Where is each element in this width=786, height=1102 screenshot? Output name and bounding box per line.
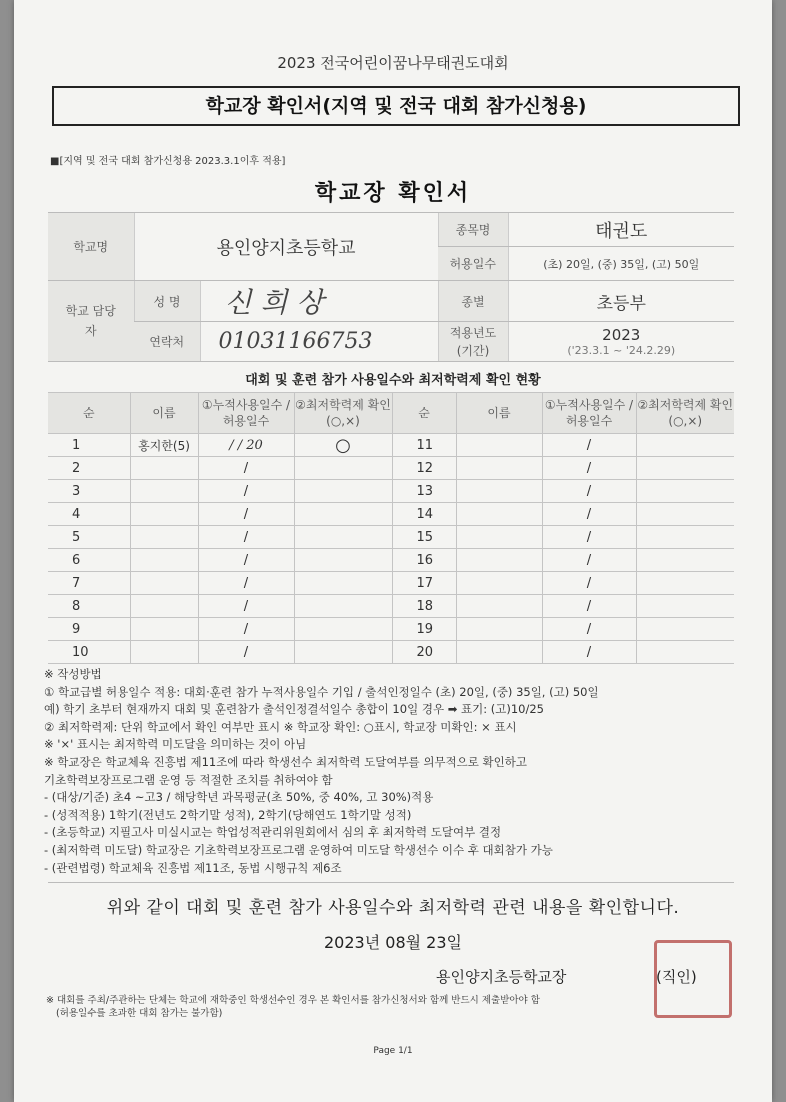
table-row xyxy=(48,641,734,664)
row-check xyxy=(636,526,734,549)
row-days: / xyxy=(198,457,294,480)
row-no: 9 xyxy=(48,618,130,641)
row-days: / xyxy=(542,434,636,457)
row-name xyxy=(456,641,542,664)
event-name: 2023 전국어린이꿈나무태권도대회 xyxy=(277,54,509,72)
row-name xyxy=(130,549,198,572)
year-label: 적용년도 (기간) xyxy=(438,322,508,362)
row-name xyxy=(456,549,542,572)
row-days: / xyxy=(198,641,294,664)
row-no: 4 xyxy=(48,503,130,526)
row-name xyxy=(130,526,198,549)
sport-value: 태권도 xyxy=(508,213,734,247)
row-name xyxy=(456,595,542,618)
row-days: / xyxy=(542,572,636,595)
row-check xyxy=(636,503,734,526)
row-days: / xyxy=(542,641,636,664)
row-check xyxy=(294,503,392,526)
header-check: ②최저학력제 확인(○,×) xyxy=(636,393,734,434)
row-no: 6 xyxy=(48,549,130,572)
usage-table xyxy=(48,392,734,664)
header-check: ②최저학력제 확인(○,×) xyxy=(294,393,392,434)
footnote-line: ※ 대회를 주최/주관하는 단체는 학교에 재학중인 학생선수인 경우 본 확인서를 참가신청서와 함께 반드시 제출받아야 함 xyxy=(46,995,540,1006)
row-name xyxy=(130,641,198,664)
row-days: / xyxy=(198,526,294,549)
row-no: 17 xyxy=(392,572,456,595)
seal-label: (직인) xyxy=(656,968,697,986)
instructions xyxy=(44,666,754,877)
table-row xyxy=(48,434,734,457)
header-days: ①누적사용일수 /허용일수 xyxy=(542,393,636,434)
row-no: 15 xyxy=(392,526,456,549)
row-days: / xyxy=(198,618,294,641)
header-no: 순 xyxy=(48,393,130,434)
row-no: 5 xyxy=(48,526,130,549)
note-line: ※ '×' 표시는 최저학력 미도달을 의미하는 것이 아님 xyxy=(44,737,307,752)
note-line: ※ 작성방법 xyxy=(44,667,102,681)
row-days: / xyxy=(198,595,294,618)
row-days: / xyxy=(542,549,636,572)
footnote xyxy=(46,994,540,1020)
row-days: / xyxy=(198,480,294,503)
row-check xyxy=(636,572,734,595)
row-days: / xyxy=(542,457,636,480)
row-check xyxy=(636,595,734,618)
row-no: 2 xyxy=(48,457,130,480)
row-no: 3 xyxy=(48,480,130,503)
page-number: Page 1/1 xyxy=(373,1046,413,1056)
row-days: / xyxy=(198,549,294,572)
table-row xyxy=(48,549,734,572)
row-days: / xyxy=(542,618,636,641)
contact-label: 연락처 xyxy=(134,322,200,362)
table-row xyxy=(48,457,734,480)
row-check xyxy=(294,618,392,641)
row-check xyxy=(636,549,734,572)
row-name xyxy=(130,572,198,595)
row-check xyxy=(294,549,392,572)
row-no: 8 xyxy=(48,595,130,618)
row-name xyxy=(130,480,198,503)
row-check xyxy=(636,641,734,664)
school-name: 용인양지초등학교 xyxy=(134,213,438,281)
days-value: (초) 20일, (중) 35일, (고) 50일 xyxy=(508,247,734,281)
table-row xyxy=(48,480,734,503)
row-check xyxy=(636,457,734,480)
subtitle: ■[지역 및 전국 대회 참가신청용 2023.3.1이후 적용] xyxy=(50,156,286,167)
row-check xyxy=(636,480,734,503)
note-line: - (관련법령) 학교체육 진흥법 제11조, 동법 시행규칙 제6조 xyxy=(44,860,342,875)
doc-title: 학교장 확인서 xyxy=(314,181,472,206)
row-name xyxy=(456,503,542,526)
header-days: ①누적사용일수 /허용일수 xyxy=(198,393,294,434)
table-header-row xyxy=(48,393,734,434)
contact-value: 01031166753 xyxy=(200,322,438,362)
row-name xyxy=(456,480,542,503)
table-row xyxy=(48,526,734,549)
row-check xyxy=(294,595,392,618)
document-page xyxy=(14,0,772,1102)
table-row xyxy=(48,595,734,618)
row-check xyxy=(294,457,392,480)
header-name: 이름 xyxy=(130,393,198,434)
row-name xyxy=(456,457,542,480)
section-title: 대회 및 훈련 참가 사용일수와 최저학력제 확인 현황 xyxy=(245,373,541,388)
row-check xyxy=(294,526,392,549)
row-no: 16 xyxy=(392,549,456,572)
type-value: 초등부 xyxy=(508,281,734,322)
box-title: 학교장 확인서(지역 및 전국 대회 참가신청용) xyxy=(52,86,740,126)
note-line: - (성적적용) 1학기(전년도 2학기말 성적), 2학기(당해연도 1학기말 성적) xyxy=(44,807,412,822)
row-days: / / 20 xyxy=(198,434,294,457)
school-label: 학교명 xyxy=(48,213,134,281)
row-name xyxy=(130,618,198,641)
divider xyxy=(48,882,734,883)
row-check xyxy=(636,434,734,457)
info-table xyxy=(48,212,734,362)
row-days: / xyxy=(542,526,636,549)
note-line: - (초등학교) 지필고사 미실시교는 학업성적관리위원회에서 심의 후 최저학력 도달여부 결정 xyxy=(44,825,502,840)
manager-name: 신 희 상 xyxy=(200,281,438,322)
row-check xyxy=(294,641,392,664)
row-days: / xyxy=(198,503,294,526)
row-name xyxy=(130,595,198,618)
row-no: 13 xyxy=(392,480,456,503)
note-line: - (대상/기준) 초4 ~고3 / 해당학년 과목평균(초 50%, 중 40%, 고 30%)적용 xyxy=(44,790,434,805)
row-name xyxy=(130,457,198,480)
type-label: 종별 xyxy=(438,281,508,322)
row-no: 18 xyxy=(392,595,456,618)
row-days: / xyxy=(198,572,294,595)
note-line: ① 학교급별 허용일수 적용: 대회·훈련 참가 누적사용일수 기입 / 출석인정일수 (초) 20일, (중) 35일, (고) 50일 xyxy=(44,684,599,699)
row-name xyxy=(456,572,542,595)
header-name: 이름 xyxy=(456,393,542,434)
period-value: ('23.3.1 ~ '24.2.29) xyxy=(567,344,676,357)
row-no: 19 xyxy=(392,618,456,641)
row-no: 1 xyxy=(48,434,130,457)
name-label: 성 명 xyxy=(134,281,200,322)
row-no: 10 xyxy=(48,641,130,664)
confirm-statement: 위와 같이 대회 및 훈련 참가 사용일수와 최저학력 관련 내용을 확인합니다. xyxy=(106,898,680,918)
note-line: ※ 학교장은 학교체육 진흥법 제11조에 따라 학생선수 최저학력 도달여부를 의무적으로 확인하고 xyxy=(44,754,527,769)
year-value: 2023 xyxy=(602,326,641,344)
row-days: / xyxy=(542,503,636,526)
table-row xyxy=(48,572,734,595)
note-line: - (최저학력 미도달) 학교장은 기초학력보장프로그램 운영하여 미도달 학생선수 이수 후 대회참가 가능 xyxy=(44,842,553,857)
note-line: 예) 학기 초부터 현재까지 대회 및 훈련참가 출석인정결석일수 총합이 10일 경우 ➡ 표기: (고)10/25 xyxy=(44,702,544,717)
row-name xyxy=(130,503,198,526)
year-cell xyxy=(508,322,734,362)
days-label: 허용일수 xyxy=(438,247,508,281)
row-name xyxy=(456,434,542,457)
footnote-line: (허용일수를 초과한 대회 참가는 불가함) xyxy=(56,1008,223,1019)
row-days: / xyxy=(542,595,636,618)
principal-name: 용인양지초등학교장 xyxy=(436,968,567,986)
row-no: 14 xyxy=(392,503,456,526)
row-no: 7 xyxy=(48,572,130,595)
row-check xyxy=(294,480,392,503)
row-no: 20 xyxy=(392,641,456,664)
sport-label: 종목명 xyxy=(438,213,508,247)
row-no: 12 xyxy=(392,457,456,480)
row-name xyxy=(456,618,542,641)
row-name xyxy=(456,526,542,549)
note-line: 기초학력보장프로그램 운영 등 적절한 조치를 취하여야 함 xyxy=(44,772,333,787)
row-check: ○ xyxy=(294,434,392,457)
table-row xyxy=(48,503,734,526)
row-check xyxy=(294,572,392,595)
row-check xyxy=(636,618,734,641)
row-no: 11 xyxy=(392,434,456,457)
row-days: / xyxy=(542,480,636,503)
date: 2023년 08월 23일 xyxy=(324,933,462,952)
manager-label: 학교 담당자 xyxy=(48,281,134,362)
table-row xyxy=(48,618,734,641)
header-no: 순 xyxy=(392,393,456,434)
row-name: 홍지한(5) xyxy=(130,434,198,457)
note-line: ② 최저학력제: 단위 학교에서 확인 여부만 표시 ※ 학교장 확인: ○표시, 학교장 미확인: × 표시 xyxy=(44,719,517,734)
